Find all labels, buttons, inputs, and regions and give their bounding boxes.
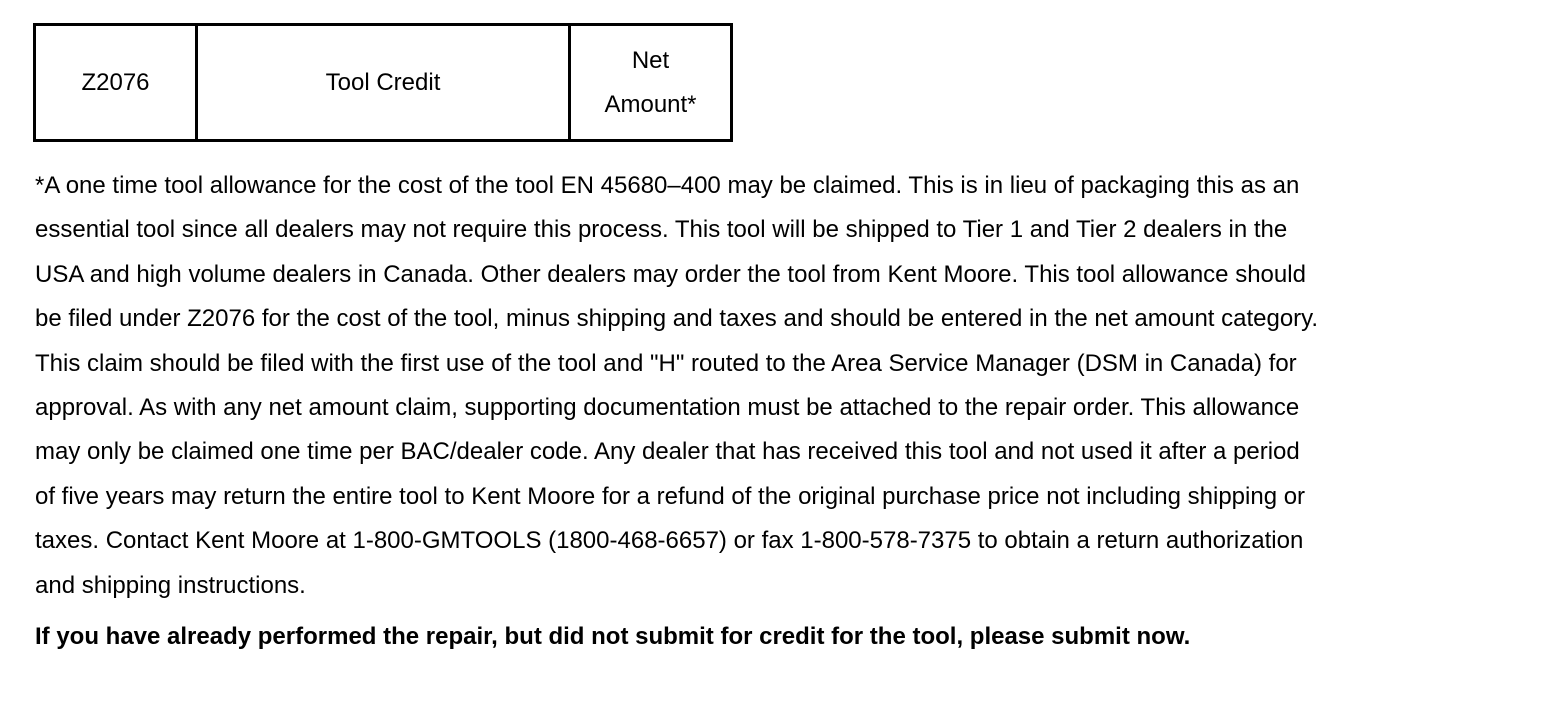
labor-code-cell: Z2076 xyxy=(35,25,197,141)
submit-notice: If you have already performed the repair, but did not submit for credit for the tool, please submit now. xyxy=(35,623,1191,650)
table-row xyxy=(35,25,732,141)
amount-type-cell xyxy=(570,25,732,141)
labor-operation-table xyxy=(33,23,733,142)
tool-allowance-footnote: *A one time tool allowance for the cost of the tool EN 45680–400 may be claimed. This is in lieu of packaging this as an essential tool since all dealers may not require this process. This tool will be shipped to Tier 1 and Tier 2 dealers in the USA and high volume dealers in Canada. Other dealers may order the tool from Kent Moore. This tool allowance should be filed under Z2076 for the cost of the tool, minus shipping and taxes and should be entered in the net amount category. This claim should be filed with the first use of the tool and "H" routed to the Area Service Manager (DSM in Canada) for approval. As with any net amount claim, supporting documentation must be attached to the repair order. This allowance may only be claimed one time per BAC/dealer code. Any dealer that has received this tool and not used it after a period of five years may return the entire tool to Kent Moore for a refund of the original purchase price not including shipping or taxes. Contact Kent Moore at 1-800-GMTOOLS (1800-468-6657) or fax 1-800-578-7375 to obtain a return authorization and shipping instructions. xyxy=(35,172,1319,599)
amount-type-line2: Amount* xyxy=(604,90,697,118)
amount-type-line1: Net xyxy=(631,46,670,74)
labor-description-cell: Tool Credit xyxy=(197,25,570,141)
